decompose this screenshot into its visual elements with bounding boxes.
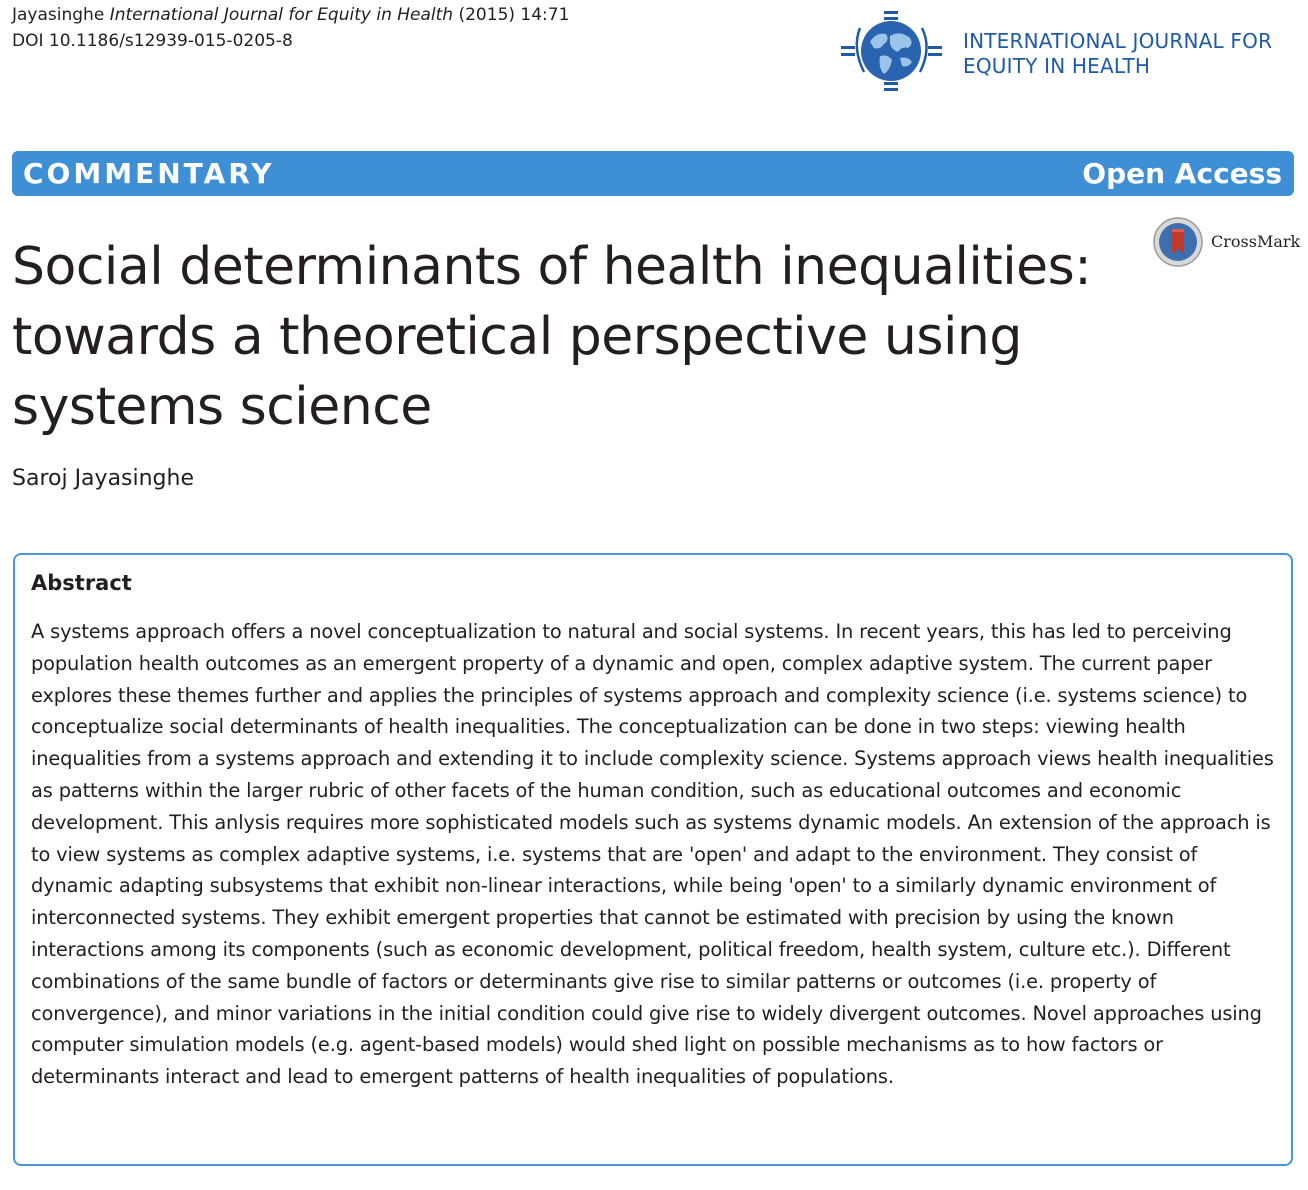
journal-logo-line1: INTERNATIONAL JOURNAL FOR [963, 29, 1273, 53]
globe-logo-icon[interactable] [838, 8, 948, 94]
abstract-heading: Abstract [31, 571, 132, 595]
article-author[interactable]: Saroj Jayasinghe [12, 466, 195, 491]
journal-logo-text[interactable] [963, 29, 1272, 79]
journal-logo-line2: EQUITY IN HEALTH [963, 54, 1151, 78]
citation-year-volume: (2015) 14:71 [458, 5, 570, 25]
abstract-section [13, 553, 1293, 1166]
crossmark-icon[interactable] [1152, 216, 1204, 268]
article-type-banner [12, 151, 1294, 196]
citation-header [12, 2, 569, 54]
citation-journal: International Journal for Equity in Health [109, 5, 454, 25]
citation-author: Jayasinghe [12, 5, 105, 25]
citation-line [12, 2, 569, 28]
abstract-text: A systems approach offers a novel conceptualization to natural and social systems. In recent years, this has led to perceiving population health outcomes as an emergent property of a dynamic and open, complex adaptive system. The current paper explores these themes further and applies the principles of systems approach and complexity science (i.e. systems science) to conceptualize social determinants of health inequalities. The conceptualization can be done in two steps: viewing health inequalities from a systems approach and extending it to include complexity science. Systems approach views health inequalities as patterns within the larger rubric of other facets of the human condition, such as educational outcomes and economic development. This anlysis requires more sophisticated models such as systems dynamic models. An extension of the approach is to view systems as complex adaptive systems, i.e. systems that are 'open' and adapt to the environment. They consist of dynamic adapting subsystems that exhibit non-linear interactions, while being 'open' to a similarly dynamic environment of interconnected systems. They exhibit emergent properties that cannot be estimated with precision by using the known interactions among its components (such as economic development, political freedom, health system, culture etc.). Different combinations of the same bundle of factors or determinants give rise to similar patterns or outcomes (i.e. property of convergence), and minor variations in the initial condition could give rise to widely divergent outcomes. Novel approaches using computer simulation models (e.g. agent-based models) would shed light on possible mechanisms as to how factors or determinants interact and lead to emergent patterns of health inequalities of populations. [31, 620, 1274, 1089]
article-type-label: COMMENTARY [23, 157, 275, 190]
citation-doi[interactable]: DOI 10.1186/s12939-015-0205-8 [12, 31, 293, 51]
article-title: Social determinants of health inequalities: towards a theoretical perspective using systems science [12, 237, 1092, 437]
crossmark-label[interactable]: CrossMark [1211, 232, 1301, 251]
open-access-label: Open Access [1082, 157, 1282, 190]
